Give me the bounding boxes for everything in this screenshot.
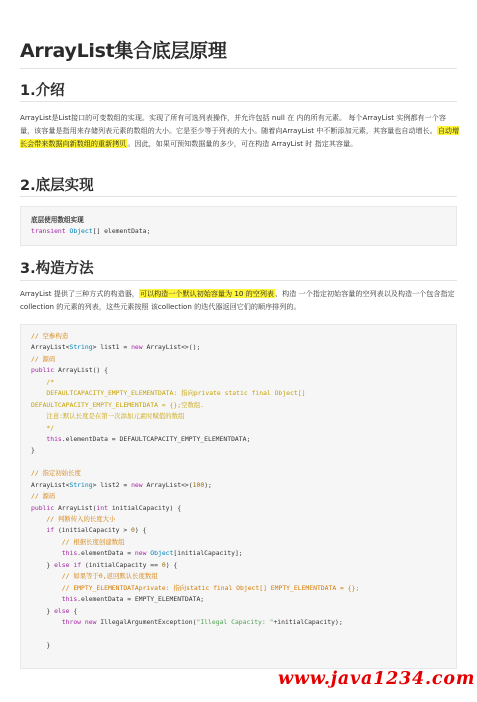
code-line: throw new IllegalArgumentException("Illegal Capacity: "+initialCapacity); [61,617,343,626]
code-block-constructors [20,324,457,669]
code-line: // EMPTY_ELEMENTDATAprivate: 指向static final Object[] EMPTY_ELEMENTDATA = {}; [31,583,360,592]
code-line: ArrayList<String> list2 = new ArrayList<>(100); [31,480,212,489]
code-line [31,457,446,468]
code-line: // 根据长度创建数组 [31,537,125,546]
intro-text: ArrayList是List接口的可变数组的实现。实现了所有可选列表操作，并允许包括 null 在 内的所有元素。 每个ArrayList 实例都有一个容量，该容量是指用来存储列表元素的数组的大小。它是至少等于列表的大小。随着向ArrayList 中不断添加元素，其容量也自动增长。 [20,113,446,135]
code-line: // 如果等于0,返回默认长度数组 [31,572,158,581]
code-line: this.elementData = EMPTY_ELEMENTDATA; [61,595,205,604]
intro-text-end: 。因此，如果可预知数据量的多少，可在构造 ArrayList 时 指定其容量。 [127,139,358,148]
page-title: ArrayList集合底层原理 [20,40,227,62]
section-divider [20,196,457,197]
code-line: // 判断传入的长度大小 [31,515,116,523]
code-line: this.elementData = DEFAULTCAPACITY_EMPTY_ELEMENTDATA; [46,434,251,443]
code-line: // 指定初始长度 [31,469,81,478]
code-line: transient Object[] elementData; [31,227,151,235]
code-line: } [31,640,51,649]
code-block-impl [20,206,457,246]
watermark: www.java1234.com [278,669,476,689]
intro-highlight: 自动增长会带来数据向新数组的重新拷贝 [20,126,460,148]
code-caption: 底层使用数组实现 [31,216,84,224]
section-heading-intro: 1.介绍 [20,83,65,99]
code-line: */ [31,423,55,432]
title-divider [20,68,457,69]
code-line: DEFAULTCAPACITY_EMPTY_ELEMENTDATA = {};空数组. [31,400,205,409]
section-heading-constructors: 3.构造方法 [20,261,94,277]
code-text [31,331,446,651]
section-divider [20,101,457,102]
code-text [31,226,446,237]
code-line: if (initialCapacity > 0) { [46,526,147,535]
code-line: ArrayList<String> list1 = new ArrayList<>(); [31,343,201,352]
code-line: public ArrayList(int initialCapacity) { [31,503,182,512]
code-line: 注意:默认长度是在第一次添加元素时赋值的数组 [31,412,185,421]
section-heading-impl: 2.底层实现 [20,178,94,194]
code-line: } else { [31,606,78,615]
code-line: public ArrayList() { [31,366,108,375]
intro-paragraph [20,111,460,150]
code-line: } else if (initialCapacity == 0) { [31,560,178,569]
code-line [31,628,446,639]
constructors-highlight: 可以构造一个默认初始容量为 10 的空列表 [139,289,275,298]
code-line: // 源码 [31,492,56,501]
constructors-paragraph [20,287,460,313]
code-line: // 空参构造 [31,332,69,340]
code-line: this.elementData = new Object[initialCapacity]; [61,549,243,558]
section-divider [20,280,457,281]
code-line: // 源码 [31,354,56,363]
code-line: DEFAULTCAPACITY_EMPTY_ELEMENTDATA: 指向private static final Object[] [31,389,306,398]
constructors-text: ArrayList 提供了三种方式的构造器， [20,289,139,298]
code-line: /* [31,377,55,386]
constructors-text-end: 、构造 一个指定初始容量的空列表以及构造一个包含指定 collection 的元素的列表，这些元素按照 该collection 的迭代器返回它们的顺序排列的。 [20,289,455,311]
code-line: } [31,446,35,455]
